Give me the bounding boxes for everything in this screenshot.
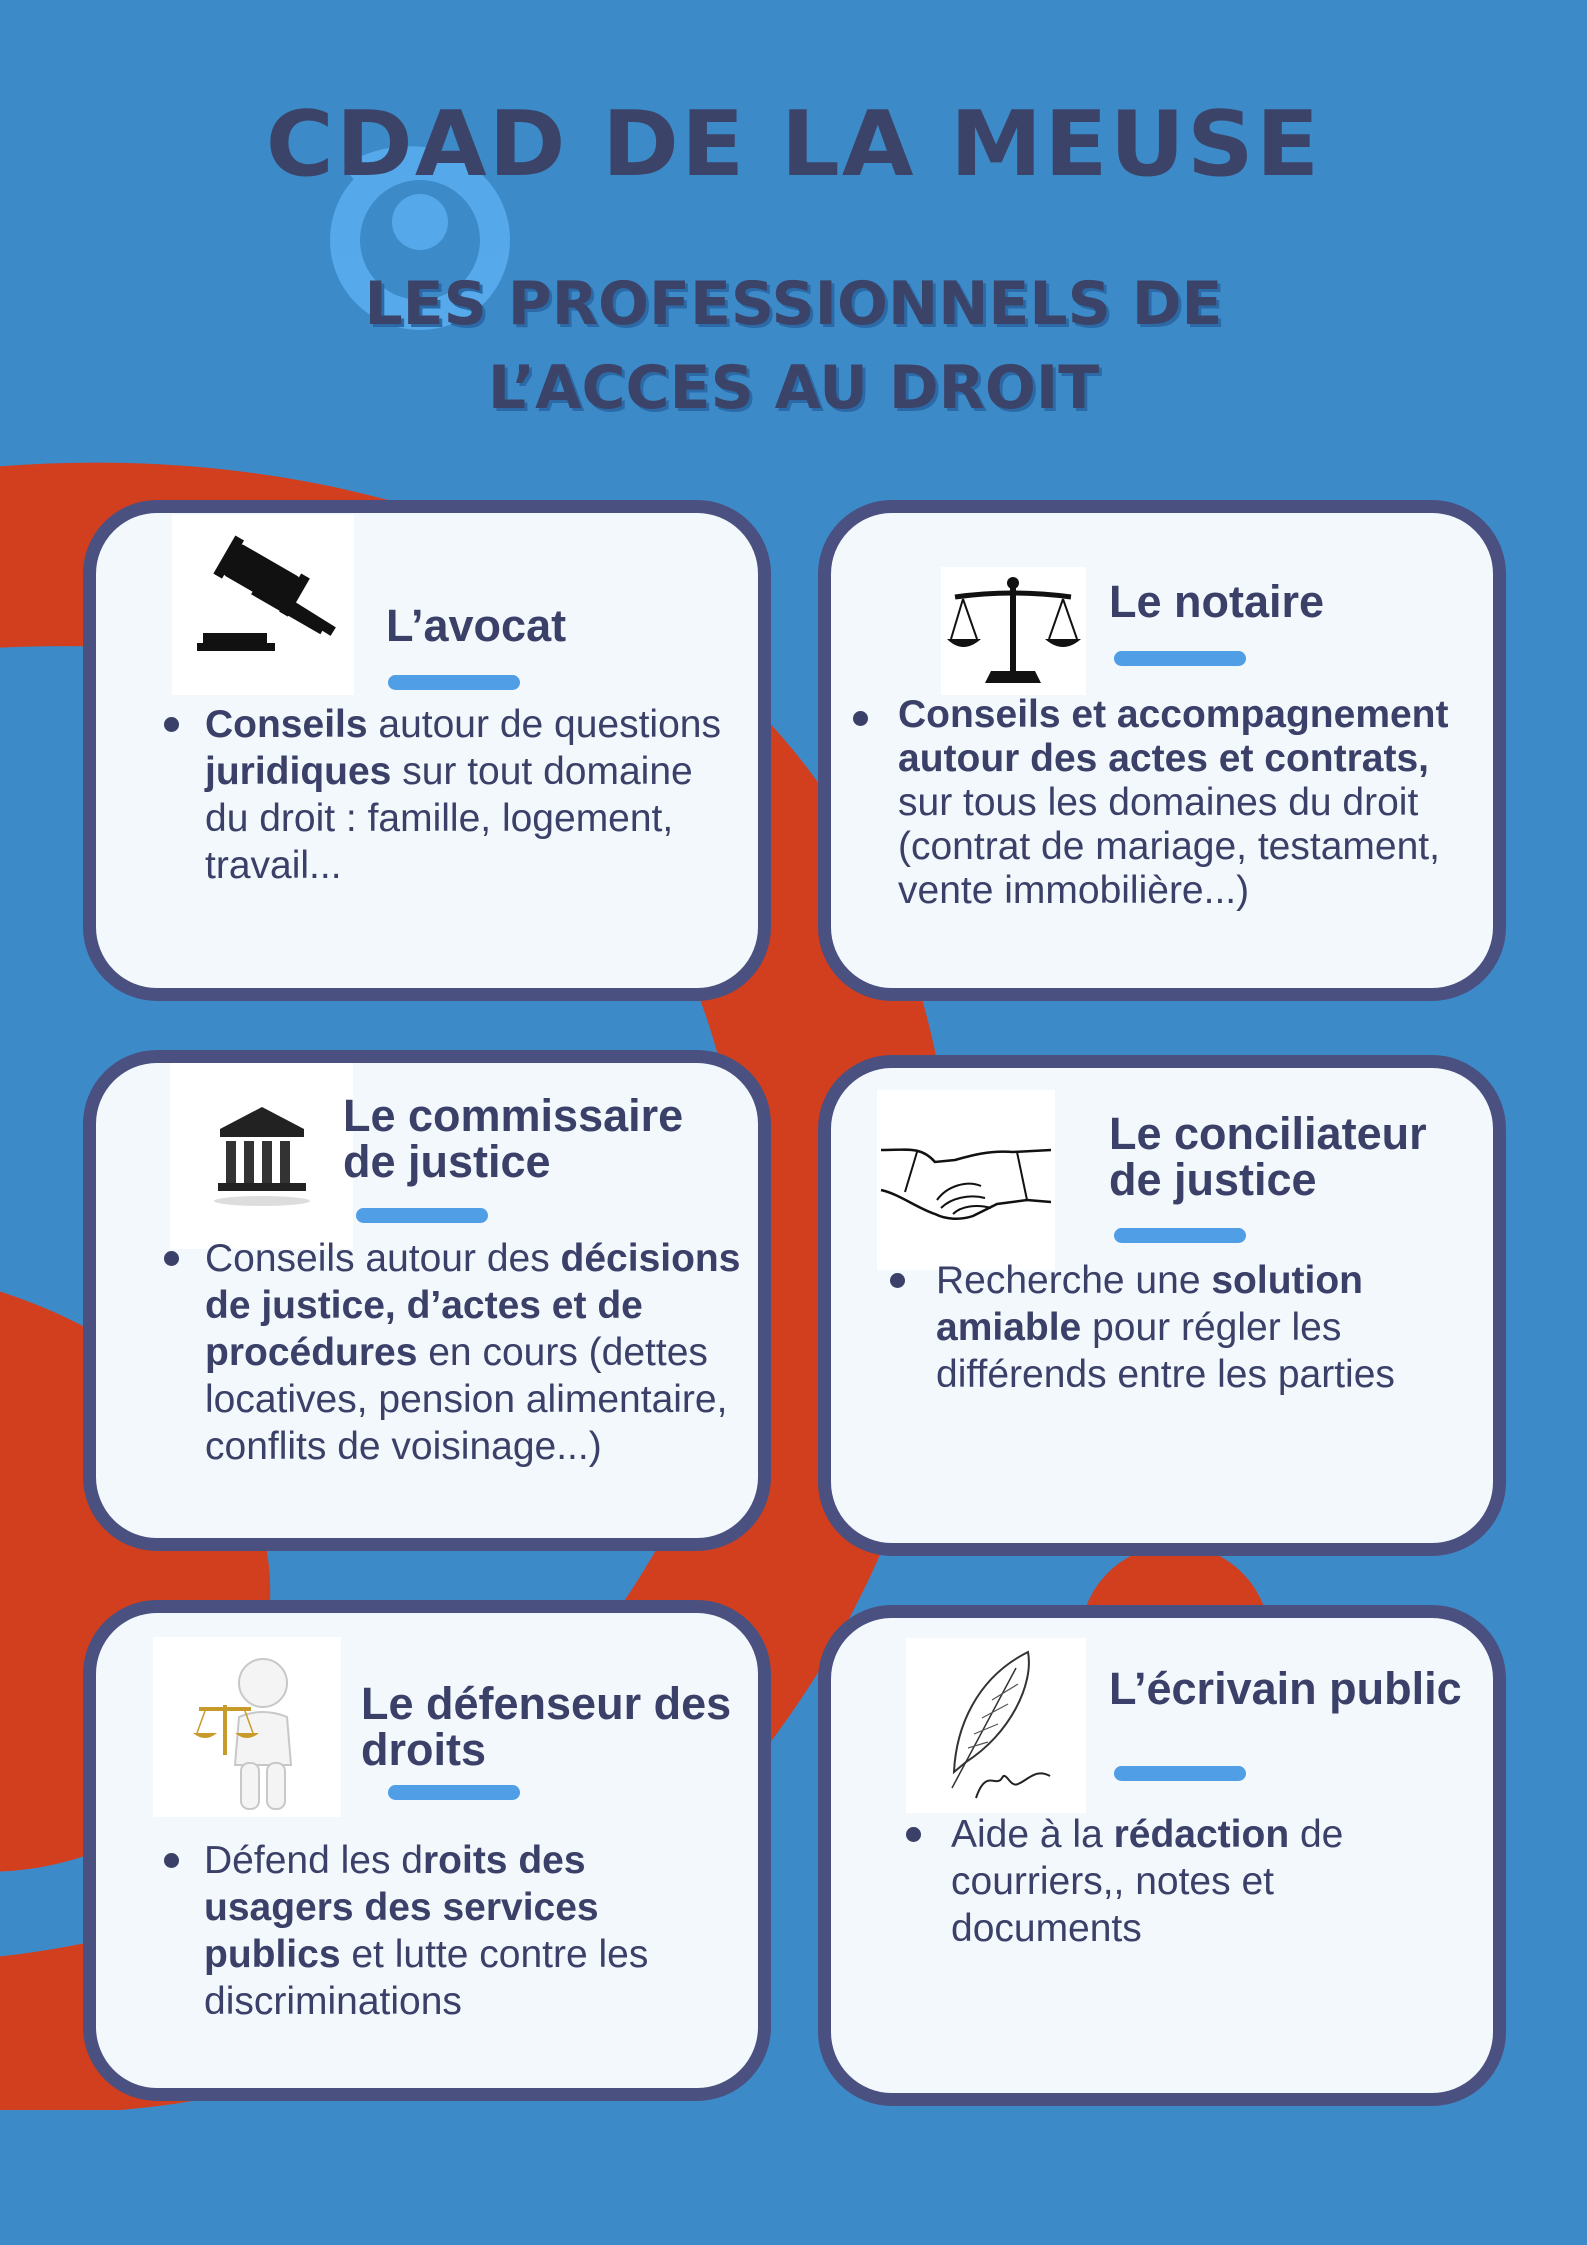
bullet-dot [164,1853,179,1868]
card-conciliateur [818,1055,1506,1556]
desc-text-run: sur tout domaine du droit : famille, logement, travail... [205,750,693,887]
card-title: Le notaire [1109,576,1325,627]
card-description [951,1811,1471,1952]
card-avocat [83,500,771,1001]
gavel-icon [172,515,354,695]
card-title: L’écrivain public [1109,1663,1462,1714]
courthouse-icon [170,1063,353,1249]
title-underline [356,1208,488,1223]
handshake-icon [877,1090,1055,1270]
card-description [898,693,1493,913]
title-underline [1114,651,1246,666]
desc-text-run: Aide à la [951,1813,1114,1856]
desc-text-run: Recherche une [936,1259,1212,1302]
subtitle-line-1: LES PROFESSIONNELS DE [364,269,1223,339]
desc-text-run: en cours (dettes locatives, pension alimentaire, conflits de voisinage...) [205,1331,728,1468]
desc-bold-run: Conseils [205,703,368,746]
desc-bold-run: juridiques [205,750,392,793]
desc-text-run: autour de questions [367,703,721,746]
card-title: Le conciliateur de justice [1109,1108,1427,1205]
card-commissaire [83,1050,771,1551]
card-ecrivain [818,1605,1506,2106]
card-description [205,1235,745,1470]
desc-bold-run: solution amiable [936,1259,1363,1349]
desc-text-run: Défend les d [204,1839,423,1882]
desc-text-run: et lutte contre les discriminations [204,1933,649,2023]
card-title: Le défenseur des droits [361,1678,732,1775]
quill-pen-icon [906,1638,1086,1813]
bullet-dot [853,711,868,726]
page-title: CDAD DE LA MEUSE [265,92,1322,197]
card-title: L’avocat [386,600,567,651]
desc-text-run: de courriers,, notes et documents [951,1813,1344,1950]
title-underline [1114,1228,1246,1243]
bullet-dot [164,1251,179,1266]
figure-with-scales-icon [153,1637,341,1817]
bullet-dot [906,1827,921,1842]
card-description [936,1257,1476,1398]
scales-icon [941,567,1086,695]
desc-bold-run: décisions de justice, d’actes et de procédures [205,1237,741,1374]
desc-text-run: Conseils autour des [205,1237,561,1280]
desc-bold-run: rédaction [1113,1813,1290,1856]
desc-text-run: pour régler les différends entre les parties [936,1306,1395,1396]
title-underline [388,675,520,690]
title-underline [388,1785,520,1800]
card-defenseur [83,1600,771,2101]
bullet-dot [164,717,179,732]
card-description [205,701,725,889]
title-underline [1114,1766,1246,1781]
desc-bold-run: roits des usagers des services publics [204,1839,599,1976]
bullet-dot [890,1273,905,1288]
card-notaire [818,500,1506,1001]
card-title: Le commissaire de justice [343,1090,684,1187]
subtitle-line-2: L’ACCES AU DROIT [487,353,1100,423]
card-description [204,1837,744,2025]
page-subtitle [0,262,1587,430]
desc-text-run: sur tous les domaines du droit (contrat de mariage, testament, vente immobilière...) [898,781,1440,912]
desc-bold-run: Conseils et accompagnement autour des actes et contrats, [898,693,1449,780]
